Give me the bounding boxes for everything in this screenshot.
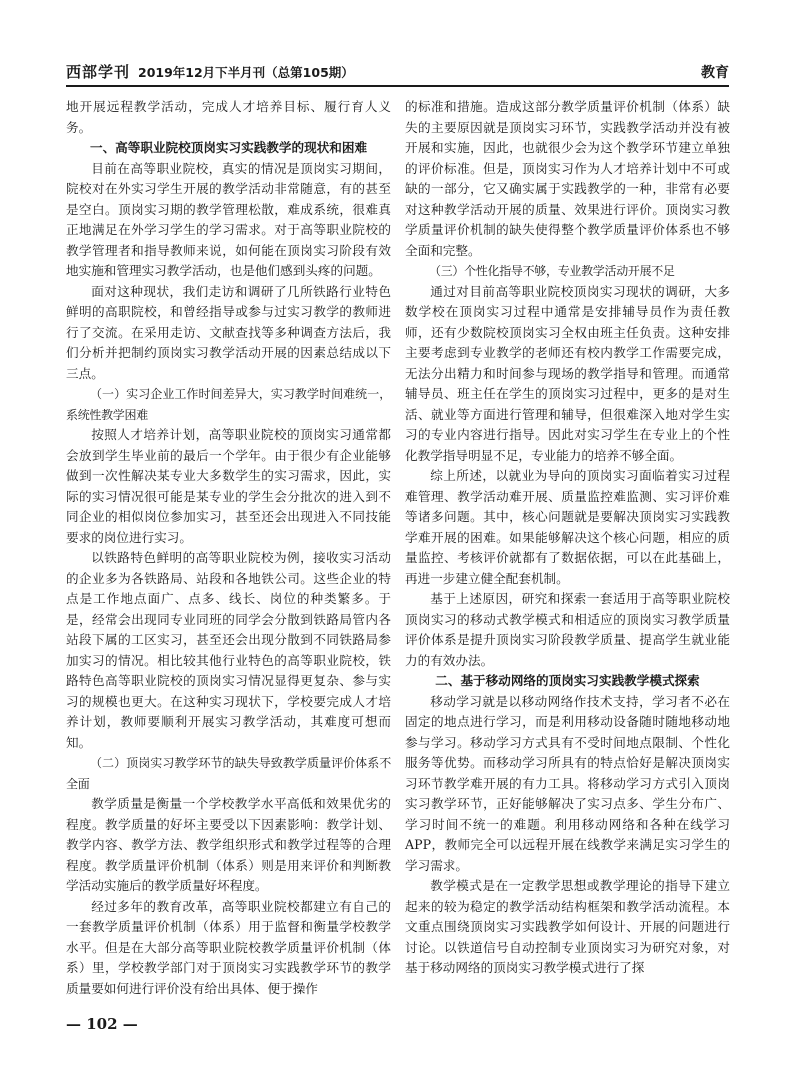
journal-logo: 西部学刊 — [66, 63, 131, 81]
subsection-heading: （三）个性化指导不够，专业教学活动开展不足 — [429, 264, 675, 278]
paragraph: 地开展远程教学活动，完成人才培养目标、履行育人义务。 — [66, 99, 391, 135]
subsection-heading: （二）顶岗实习教学环节的缺失导致教学质量评价体系不全面 — [66, 756, 391, 791]
issue-info: 2019年12月下半月刊（总第105期） — [138, 65, 354, 80]
paragraph: 综上所述，以就业为导向的顶岗实习面临着实习过程难管理、教学活动难开展、质量监控难监测、实习评价难等诸多问题。其中，核心问题就是要解决顶岗实习实践教学难开展的困难。如果能够解决这个核心问题，相应的质量监控、考核评价就都有了数据依据，可以在此基础上，再进一步建立健全配套机制。 — [405, 468, 730, 586]
paragraph: 按照人才培养计划，高等职业院校的顶岗实习通常都会放到学生毕业前的最后一个学年。由于很少有企业能够做到一次性解决某专业大多数学生的实习需求，因此，实际的实习情况很可能是某专业的学生会分批次的进入到不同企业的相似岗位参加实习，甚至还会出现进入不同技能要求的岗位进行实习。 — [66, 427, 391, 545]
paragraph: 以铁路特色鲜明的高等职业院校为例，接收实习活动的企业多为各铁路局、站段和各地铁公司。这些企业的特点是工作地点面广、点多、线长、岗位的种类繁多。于是，经常会出现同专业同班的同学会分散到铁路局管内各站段下属的工区实习，甚至还会出现分散到不同铁路局参加实习的情况。相比较其他行业特色的高等职业院校，铁路特色高等职业院校的顶岗实习情况显得更复杂、参与实习的规模也更大。在这种实习现状下，学校要完成人才培养计划，教师要顺利开展实习教学活动，其难度可想而知。 — [66, 550, 391, 750]
section-heading: 二、基于移动网络的顶岗实习实践教学模式探索 — [435, 673, 700, 688]
page-number: — 102 — — [66, 1015, 138, 1033]
paragraph: 面对这种现状，我们走访和调研了几所铁路行业特色鲜明的高职院校，和曾经指导或参与过实习教学的教师进行了交流。在采用走访、文献查找等多种调查方法后，我们分析并把制约顶岗实习教学活动开展的因素总结成以下三点。 — [66, 283, 391, 381]
section-name: 教育 — [701, 65, 729, 81]
paragraph: 的标准和措施。造成这部分教学质量评价机制（体系）缺失的主要原因就是顶岗实习环节，实践教学活动并没有被开展和实施，因此，也就很少会为这个教学环节建立单独的评价标准。但是，顶岗实习作为人才培养计划中不可或缺的一部分，它又确实属于实践教学的一种，非常有必要对这种教学活动开展的质量、效果进行评价。顶岗实习教学质量评价机制的缺失使得整个教学质量评价体系也不够全面和完整。 — [405, 99, 730, 258]
paragraph: 教学模式是在一定教学思想或教学理论的指导下建立起来的较为稳定的教学活动结构框架和教学活动流程。本文重点围绕顶岗实习实践教学如何设计、开展的问题进行讨论。以铁道信号自动控制专业顶岗实习为研究对象，对基于移动网络的顶岗实习教学模式进行了探 — [405, 878, 730, 975]
paragraph: 经过多年的教育改革，高等职业院校都建立有自己的一套教学质量评价机制（体系）用于监督和衡量学校教学水平。但是在大部分高等职业院校教学质量评价机制（体系）里，学校教学部门对于顶岗实习实践教学环节的教学质量要如何进行评价没有给出具体、便于操作 — [66, 898, 391, 996]
paragraph: 目前在高等职业院校，真实的情况是顶岗实习期间，院校对在外实习学生开展的教学活动非常随意，有的甚至是空白。顶岗实习期的教学管理松散，难成系统，很难真正地满足在外学习学生的学习需求。对于高等职业院校的教学管理者和指导教师来说，如何能在顶岗实习阶段有效地实施和管理实习教学活动，也是他们感到头疼的问题。 — [66, 160, 391, 278]
header-divider — [66, 85, 729, 87]
paragraph: 教学质量是衡量一个学校教学水平高低和效果优劣的程度。教学质量的好坏主要受以下因素影响：教学计划、教学内容、教学方法、教学组织形式和教学过程等的合理程度。教学质量评价机制（体系）则是用来评价和判断教学活动实施后的教学质量好坏程度。 — [66, 796, 391, 893]
subsection-heading: （一）实习企业工作时间差异大，实习教学时间难统一，系统性教学困难 — [66, 387, 391, 422]
paragraph: 基于上述原因，研究和探索一套适用于高等职业院校顶岗实习的移动式教学模式和相适应的顶岗实习教学质量评价体系是提升顶岗实习阶段教学质量、提高学生就业能力的有效办法。 — [405, 591, 730, 668]
paragraph: 移动学习就是以移动网络作技术支持，学习者不必在固定的地点进行学习，而是利用移动设备随时随地移动地参与学习。移动学习方式具有不受时间地点限制、个性化服务等优势。而移动学习所具有的特点恰好是解决顶岗实习环节教学难开展的有力工具。将移动学习方式引入顶岗实习教学环节，正好能够解决了实习点多、学生分布广、学习时间不统一的难题。利用移动网络和各种在线学习APP，教师完全可以远程开展在线教学来满足实习学生的学习需求。 — [405, 693, 730, 873]
page-header — [66, 58, 729, 84]
left-column — [66, 97, 391, 999]
right-column — [405, 97, 730, 979]
section-heading: 一、高等职业院校顶岗实习实践教学的现状和困难 — [89, 140, 368, 155]
paragraph: 通过对目前高等职业院校顶岗实习现状的调研，大多数学校在顶岗实习过程中通常是安排辅导员作为责任教师，还有少数院校顶岗实习全权由班主任负责。这种安排主要考虑到专业教学的老师还有校内教学工作需要完成，无法分出精力和时间参与现场的教学指导和管理。而通常辅导员、班主任在学生的顶岗实习过程中，更多的是对生活、就业等方面进行管理和辅导，但很难深入地对学生实习的专业内容进行指导。因此对实习学生在专业上的个性化教学指导明显不足，专业能力的培养不够全面。 — [405, 283, 730, 463]
